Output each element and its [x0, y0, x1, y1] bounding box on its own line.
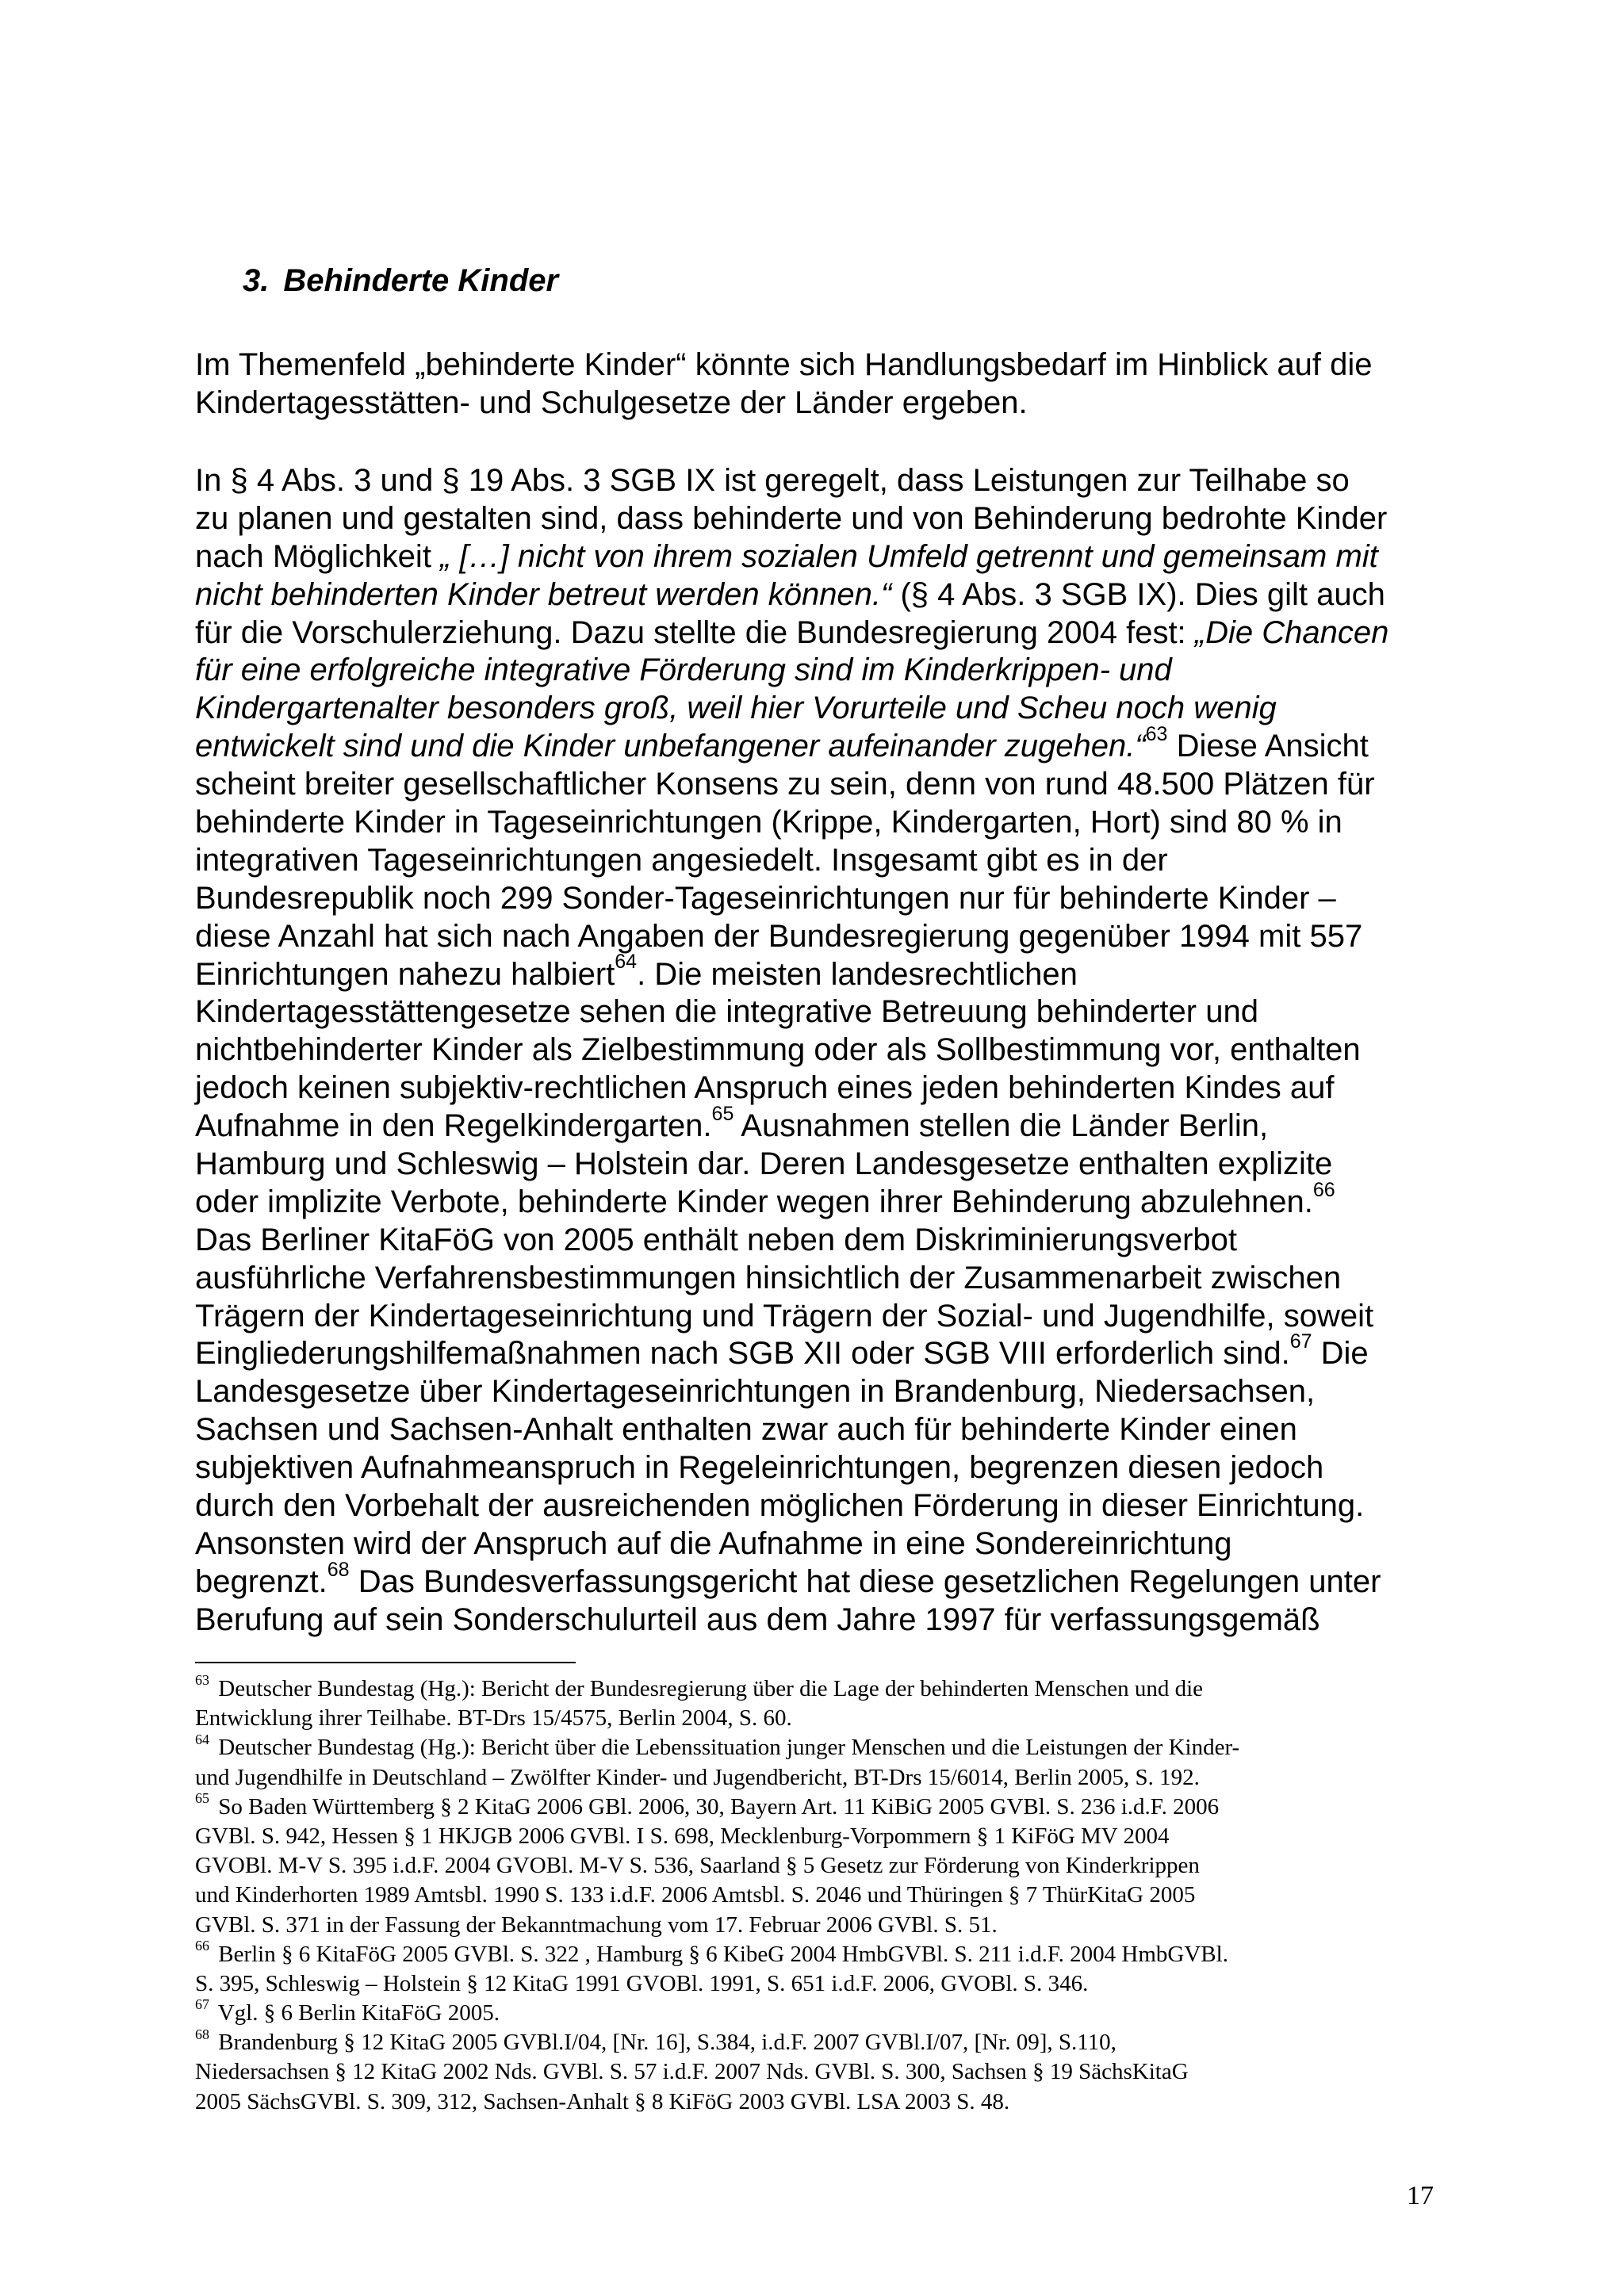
text-line: behinderte Kinder in Tageseinrichtungen (Krippe, Kindergarten, Hort) sind 80 % in	[195, 805, 1342, 840]
text-segment: Die	[1312, 1336, 1369, 1372]
text-line	[195, 614, 1432, 652]
text-line: durch den Vorbehalt der ausreichenden möglichen Förderung in dieser Einrichtung.	[195, 1488, 1365, 1524]
text-line: integrativen Tageseinrichtungen angesiedelt. Insgesamt gibt es in der	[195, 842, 1168, 878]
text-segment: oder implizite Verbote, behinderte Kinder wegen ihrer Behinderung abzulehnen.	[195, 1184, 1313, 1219]
text-line: Bundesrepublik noch 299 Sonder-Tageseinrichtungen nur für behinderte Kinder –	[195, 880, 1336, 916]
footnotes	[195, 1674, 1440, 2117]
footnote-text: Deutscher Bundestag (Hg.): Bericht über die Lebenssituation junger Menschen und die Leistungen der Kinder-	[213, 1735, 1240, 1761]
text-line	[195, 1330, 1432, 1373]
text-line: diese Anzahl hat sich nach Angaben der Bundesregierung gegenüber 1994 mit 557	[195, 918, 1363, 954]
text-line	[195, 1102, 1432, 1146]
footnote-ref-65: 65	[711, 1102, 734, 1125]
text-segment: für die Vorschulerziehung. Dazu stellte die Bundesregierung 2004 fest:	[195, 614, 1195, 650]
text-segment: Diese Ansicht	[1167, 729, 1369, 764]
footnote-67	[195, 1996, 1440, 2028]
text-segment: nach Möglichkeit	[195, 538, 441, 574]
text-segment: . Die meisten landesrechtlichen	[637, 956, 1078, 992]
text-segment: Ausnahmen stellen die Länder Berlin,	[733, 1108, 1269, 1144]
text-line: In § 4 Abs. 3 und § 19 Abs. 3 SGB IX ist geregelt, dass Leistungen zur Teilhabe so	[195, 463, 1350, 498]
footnote-line: GVBl. S. 942, Hessen § 1 HKJGB 2006 GVBl. I S. 698, Mecklenburg-Vorpommern § 1 KiFöG MV 2004	[195, 1823, 1170, 1849]
footnote-ref-64: 64	[615, 951, 638, 974]
text-line: Landesgesetze über Kindertageseinrichtungen in Brandenburg, Niedersachsen,	[195, 1374, 1316, 1410]
footnote-text: Deutscher Bundestag (Hg.): Bericht der Bundesregierung über die Lage der behinderten Menschen und die	[213, 1676, 1203, 1701]
section-title: Behinderte Kinder	[283, 263, 559, 298]
text-line: zu planen und gestalten sind, dass behinderte und von Behinderung bedrohte Kinder	[195, 500, 1388, 536]
footnote-line: GVOBl. M-V S. 395 i.d.F. 2004 GVOBl. M-V S. 536, Saarland § 5 Gesetz zur Förderung von Kinderkrippen	[195, 1853, 1200, 1879]
footnote-line: und Jugendhilfe in Deutschland – Zwölfter Kinder- und Jugendbericht, BT-Drs 15/6014, Berlin 2005, S. 192.	[195, 1764, 1200, 1790]
footnote-text: Berlin § 6 KitaFöG 2005 GVBl. S. 322 , Hamburg § 6 KibeG 2004 HmbGVBl. S. 211 i.d.F. 2004 HmbGVBl.	[213, 1941, 1228, 1967]
section-number: 3.	[243, 263, 270, 298]
text-line	[195, 538, 1432, 576]
footnote-66	[195, 1940, 1440, 1969]
footnote-63	[195, 1674, 1440, 1704]
footnote-marker: 64	[195, 1731, 209, 1747]
quote-text: „ […] nicht von ihrem sozialen Umfeld getrennt und gemeinsam mit	[440, 538, 1378, 574]
footnote-marker: 63	[195, 1672, 209, 1689]
text-segment: begrenzt.	[195, 1563, 327, 1599]
text-line: nichtbehinderter Kinder als Zielbestimmung oder als Sollbestimmung vor, enthalten	[195, 1032, 1361, 1068]
footnote-marker: 67	[195, 1996, 209, 2013]
quote-line: Kindergartenalter besonders groß, weil hier Vorurteile und Scheu noch wenig	[195, 691, 1277, 726]
text-line: scheint breiter gesellschaftlicher Konsens zu sein, denn von rund 48.500 Plätzen für	[195, 767, 1375, 802]
text-line: subjektiven Aufnahmeanspruch in Regeleinrichtungen, begrenzen diesen jedoch	[195, 1450, 1324, 1486]
footnote-line: S. 395, Schleswig – Holstein § 12 KitaG 1991 GVOBl. 1991, S. 651 i.d.F. 2006, GVOBl. S. 346.	[195, 1970, 1089, 1996]
text-line	[195, 1178, 1432, 1222]
text-line: Hamburg und Schleswig – Holstein dar. Deren Landesgesetze enthalten explizite	[195, 1146, 1333, 1182]
text-line	[195, 951, 1432, 994]
text-segment: Einrichtungen nahezu halbiert	[195, 956, 615, 992]
text-line	[195, 722, 1432, 766]
text-line: Trägern der Kindertageseinrichtung und Trägern der Sozial- und Jugendhilfe, soweit	[195, 1298, 1374, 1334]
text-line: Kindertagesstätten- und Schulgesetze der Länder ergeben.	[195, 385, 1028, 420]
footnote-ref-67: 67	[1289, 1330, 1312, 1353]
footnote-marker: 66	[195, 1938, 209, 1954]
footnote-marker: 65	[195, 1790, 209, 1807]
footnote-ref-66: 66	[1312, 1178, 1335, 1201]
text-line: ausführliche Verfahrensbestimmungen hinsichtlich der Zusammenarbeit zwischen	[195, 1260, 1342, 1295]
footnote-text: Vgl. § 6 Berlin KitaFöG 2005.	[213, 2000, 500, 2026]
page-number: 17	[1407, 2181, 1434, 2210]
main-paragraph	[195, 462, 1432, 1640]
footnote-ref-68: 68	[327, 1558, 350, 1581]
footnote-text: So Baden Württemberg § 2 KitaG 2006 GBl. 2006, 30, Bayern Art. 11 KiBiG 2005 GVBl. S. 236 i.d.F. 2006	[213, 1793, 1220, 1820]
quote-line: für eine erfolgreiche integrative Förderung sind im Kinderkrippen- und	[195, 652, 1172, 688]
intro-paragraph	[195, 346, 1432, 423]
footnote-line: GVBl. S. 371 in der Fassung der Bekanntmachung vom 17. Februar 2006 GVBl. S. 51.	[195, 1911, 998, 1938]
text-segment: (§ 4 Abs. 3 SGB IX). Dies gilt auch	[891, 576, 1385, 612]
footnote-68	[195, 2028, 1440, 2057]
footnote-line: und Kinderhorten 1989 Amtsbl. 1990 S. 133 i.d.F. 2006 Amtsbl. S. 2046 und Thüringen § 7 ThürKitaG 2005	[195, 1882, 1196, 1908]
footnote-line: Entwicklung ihrer Teilhabe. BT-Drs 15/4575, Berlin 2004, S. 60.	[195, 1705, 792, 1732]
footnote-line: Niedersachsen § 12 KitaG 2002 Nds. GVBl. S. 57 i.d.F. 2007 Nds. GVBl. S. 300, Sachsen § 19 SächsKitaG	[195, 2059, 1189, 2085]
text-line	[195, 576, 1432, 614]
text-segment: Eingliederungshilfemaßnahmen nach SGB XII oder SGB VIII erforderlich sind.	[195, 1336, 1290, 1372]
footnote-text: Brandenburg § 12 KitaG 2005 GVBl.I/04, [Nr. 16], S.384, i.d.F. 2007 GVBl.I/07, [Nr. 09], S.110,	[213, 2030, 1116, 2056]
footnote-ref-63: 63	[1145, 722, 1168, 745]
section-heading	[243, 262, 558, 300]
quote-text: „Die Chancen	[1194, 614, 1389, 650]
text-line: Kindertagesstättengesetze sehen die integrative Betreuung behinderter und	[195, 994, 1258, 1030]
text-line: Sachsen und Sachsen-Anhalt enthalten zwar auch für behinderte Kinder einen	[195, 1412, 1297, 1448]
text-line: Ansonsten wird der Anspruch auf die Aufnahme in eine Sondereinrichtung	[195, 1525, 1232, 1561]
text-line: Im Themenfeld „behinderte Kinder“ könnte sich Handlungsbedarf im Hinblick auf die	[195, 347, 1373, 382]
footnote-65	[195, 1790, 1440, 1822]
text-segment: Das Bundesverfassungsgericht hat diese gesetzlichen Regelungen unter	[349, 1563, 1381, 1599]
footnote-line: 2005 SächsGVBl. S. 309, 312, Sachsen-Anhalt § 8 KiFöG 2003 GVBl. LSA 2003 S. 48.	[195, 2088, 1010, 2114]
text-line: Das Berliner KitaFöG von 2005 enthält neben dem Diskriminierungsverbot	[195, 1222, 1238, 1257]
text-line: Berufung auf sein Sonderschulurteil aus dem Jahre 1997 für verfassungsgemäß	[195, 1601, 1320, 1637]
text-segment: Aufnahme in den Regelkindergarten.	[195, 1108, 712, 1144]
text-line: jedoch keinen subjektiv-rechtlichen Anspruch eines jeden behinderten Kindes auf	[195, 1070, 1335, 1106]
quote-text: entwickelt sind und die Kinder unbefangener aufeinander zugehen.“	[195, 729, 1146, 764]
footnote-separator	[195, 1662, 576, 1663]
text-line	[195, 1558, 1432, 1601]
footnote-marker: 68	[195, 2026, 209, 2042]
footnote-64	[195, 1733, 1440, 1762]
quote-text: nicht behinderten Kinder betreut werden können.“	[195, 576, 892, 612]
